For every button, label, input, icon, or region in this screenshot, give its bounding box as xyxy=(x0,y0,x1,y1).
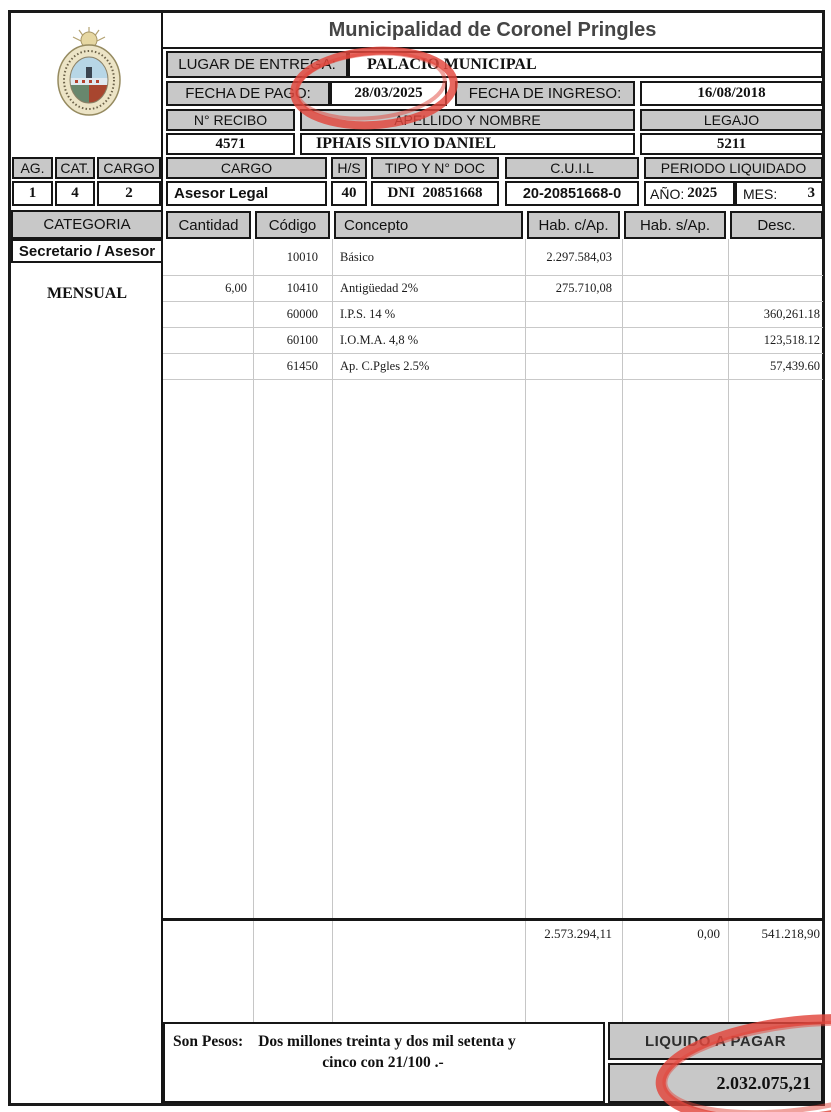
municipal-crest-logo xyxy=(51,25,127,121)
concept-row xyxy=(163,239,823,276)
cat-value: 4 xyxy=(55,181,95,206)
col-header-codigo: Código xyxy=(255,211,330,239)
cargo-value: Asesor Legal xyxy=(166,181,327,206)
categoria-value: Secretario / Asesor xyxy=(11,239,163,263)
apellido-value: IPHAIS SILVIO DANIEL xyxy=(300,133,635,155)
cuil-label: C.U.I.L xyxy=(505,157,639,179)
col-header-hab-c: Hab. c/Ap. xyxy=(527,211,620,239)
amount-in-words-box xyxy=(163,1022,605,1103)
cell-codigo: 61450 xyxy=(286,358,318,373)
mes-label: MES: xyxy=(743,185,778,202)
cell-codigo: 60000 xyxy=(286,306,318,321)
cell-desc: 57,439.60 xyxy=(770,358,820,373)
categoria-label: CATEGORIA xyxy=(11,210,163,239)
hs-label: H/S xyxy=(331,157,367,179)
cell-concepto: Ap. C.Pgles 2.5% xyxy=(340,358,430,373)
apellido-label: APELLIDO Y NOMBRE xyxy=(300,109,635,131)
cargo-num-label: CARGO xyxy=(97,157,161,179)
col-header-cantidad: Cantidad xyxy=(166,211,251,239)
periodo-label: PERIODO LIQUIDADO xyxy=(644,157,823,179)
cell-codigo: 60100 xyxy=(286,332,318,347)
legajo-value: 5211 xyxy=(640,133,823,155)
payslip-frame xyxy=(8,10,825,1106)
regimen-label: MENSUAL xyxy=(46,285,127,302)
cell-desc: 123,518.12 xyxy=(763,332,820,347)
anio-label: AÑO: xyxy=(650,185,685,202)
mes-value: 3 xyxy=(807,185,815,201)
col-header-hab-s: Hab. s/Ap. xyxy=(624,211,726,239)
cell-concepto: I.P.S. 14 % xyxy=(340,306,396,321)
recibo-label: N° RECIBO xyxy=(166,109,295,131)
concept-row xyxy=(163,275,823,302)
fecha-pago-label: FECHA DE PAGO: xyxy=(166,81,330,106)
son-pesos-label: Son Pesos: xyxy=(173,1033,244,1050)
cuil-value: 20-20851668-0 xyxy=(505,181,639,206)
lugar-entrega-value: PALACIO MUNICIPAL xyxy=(348,51,823,78)
periodo-mes xyxy=(735,181,823,206)
cell-concepto: Básico xyxy=(340,249,375,264)
cell-hab-c: 275.710,08 xyxy=(555,280,612,295)
page-title: Municipalidad de Coronel Pringles xyxy=(163,13,822,49)
total-hab-s: 0,00 xyxy=(697,926,720,941)
fecha-pago-value: 28/03/2025 xyxy=(330,81,447,106)
concept-row xyxy=(163,301,823,328)
hs-value: 40 xyxy=(331,181,367,206)
cat-label: CAT. xyxy=(55,157,95,179)
cell-cantidad: 6,00 xyxy=(225,280,247,295)
amount-in-words-line1: Dos millones treinta y dos mil setenta y xyxy=(258,1033,516,1050)
liquido-a-pagar-label: LIQUIDO A PAGAR xyxy=(608,1022,823,1060)
concept-row xyxy=(163,353,823,380)
cell-hab-c: 2.297.584,03 xyxy=(546,249,612,264)
liquido-a-pagar-value: 2.032.075,21 xyxy=(608,1063,823,1103)
cell-concepto: I.O.M.A. 4,8 % xyxy=(340,332,419,347)
legajo-label: LEGAJO xyxy=(640,109,823,131)
concept-row xyxy=(163,327,823,354)
lugar-entrega-label: LUGAR DE ENTREGA: xyxy=(166,51,348,78)
cargo-label: CARGO xyxy=(166,157,327,179)
col-header-concepto: Concepto xyxy=(334,211,523,239)
doc-label: TIPO Y N° DOC xyxy=(371,157,499,179)
ag-value: 1 xyxy=(12,181,53,206)
totals-row xyxy=(163,921,823,947)
cell-concepto: Antigüedad 2% xyxy=(340,280,419,295)
cell-codigo: 10010 xyxy=(286,249,318,264)
periodo-anio xyxy=(644,181,735,206)
total-hab-c: 2.573.294,11 xyxy=(544,926,612,941)
anio-value: 2025 xyxy=(687,185,718,201)
recibo-value: 4571 xyxy=(166,133,295,155)
ag-label: AG. xyxy=(12,157,53,179)
fecha-ingreso-label: FECHA DE INGRESO: xyxy=(455,81,635,106)
doc-value: DNI 20851668 xyxy=(371,181,499,206)
col-header-desc: Desc. xyxy=(730,211,823,239)
fecha-ingreso-value: 16/08/2018 xyxy=(640,81,823,106)
amount-in-words-line2: cinco con 21/100 .- xyxy=(322,1054,444,1071)
cell-desc: 360,261.18 xyxy=(763,306,820,321)
cargo-num-value: 2 xyxy=(97,181,161,206)
cell-codigo: 10410 xyxy=(286,280,318,295)
total-desc: 541.218,90 xyxy=(761,926,820,941)
